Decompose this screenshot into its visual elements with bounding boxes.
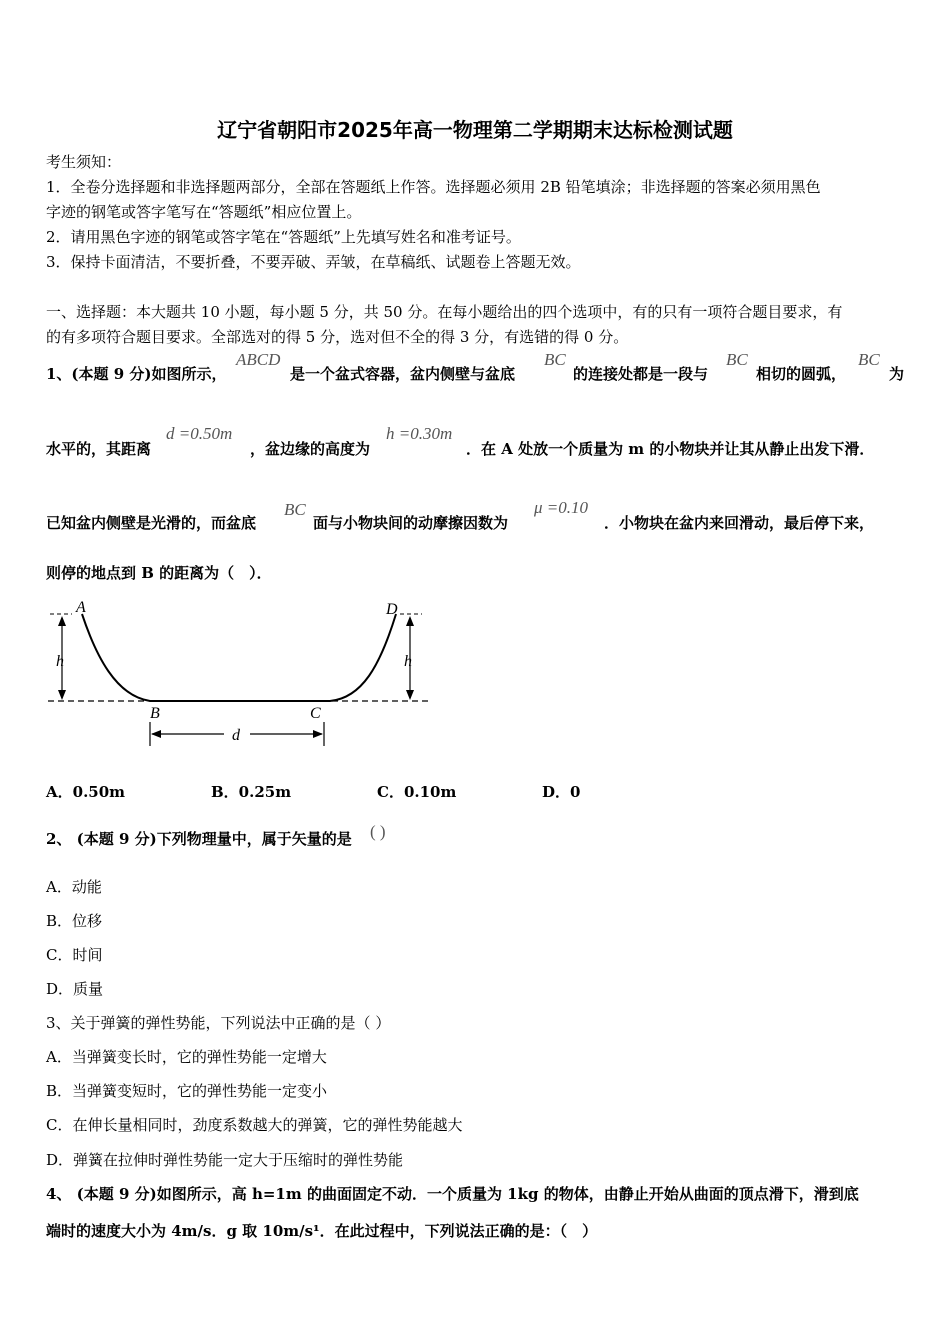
label-b: B: [150, 705, 160, 722]
q1-text-2: 是一个盆式容器，盆内侧壁与盆底: [290, 365, 516, 383]
q1-option-c[interactable]: C．0.10m: [377, 783, 457, 801]
q1-math-d: d =0.50m: [166, 424, 233, 443]
q1-option-d[interactable]: D．0: [542, 783, 581, 801]
q1-text-7: ，盆边缘的高度为: [250, 440, 371, 458]
notice-line-2: 2．请用黑色字迹的钢笔或答字笔在“答题纸”上先填写姓名和准考证号。: [46, 228, 521, 246]
notice-line-3: 3．保持卡面清洁，不要折叠，不要弄破、弄皱，在草稿纸、试题卷上答题无效。: [46, 253, 581, 271]
q1-math-bc-4: BC: [284, 500, 306, 519]
q1-math-bc-2: BC: [726, 350, 748, 369]
q1-text-11: ．小物块在盆内来回滑动，最后停下来，: [604, 514, 875, 532]
d-arrowhead-left: [151, 730, 161, 738]
label-d-distance: d: [232, 727, 240, 744]
label-d: D: [386, 601, 398, 618]
q4-line-1: 4、 (本题 9 分)如图所示，高 h=1m 的曲面固定不动．一个质量为 1kg 的物体，由静止开始从曲面的顶点滑下，滑到底: [46, 1185, 859, 1203]
section-intro-line-1: 一、选择题：本大题共 10 小题，每小题 5 分，共 50 分。在每小题给出的四个选项中，有的只有一项符合题目要求，有: [46, 303, 843, 321]
q1-math-bc-1: BC: [544, 350, 566, 369]
label-a: A: [76, 599, 86, 616]
notice-line-1a: 1．全卷分选择题和非选择题两部分，全部在答题纸上作答。选择题必须用 2B 铅笔填涂；非选择题的答案必须用黑色: [46, 178, 821, 196]
q3-option-a[interactable]: A．当弹簧变长时，它的弹性势能一定增大: [46, 1048, 327, 1066]
q2-option-a[interactable]: A．动能: [46, 878, 102, 896]
label-c: C: [310, 705, 321, 722]
q1-text-10: 面与小物块间的动摩擦因数为: [313, 514, 509, 532]
q1-math-h: h =0.30m: [386, 424, 453, 443]
q1-text-12: 则停的地点到 B 的距离为（ ）．: [46, 564, 272, 582]
q2-paren: ( ): [370, 822, 386, 841]
q3-option-b[interactable]: B．当弹簧变短时，它的弹性势能一定变小: [46, 1082, 328, 1100]
q3-option-d[interactable]: D．弹簧在拉伸时弹性势能一定大于压缩时的弹性势能: [46, 1151, 404, 1169]
q1-text-3: 的连接处都是一段与: [573, 365, 709, 383]
basin-curve: [82, 614, 396, 701]
basin-figure: [44, 596, 436, 756]
q1-text-6: 水平的，其距离: [46, 440, 152, 458]
page-title: 辽宁省朝阳市2025年高一物理第二学期期末达标检测试题: [217, 118, 733, 142]
label-h-left: h: [56, 653, 64, 670]
label-h-right: h: [404, 653, 412, 670]
q1-math-bc-3: BC: [858, 350, 880, 369]
q1-text-5: 为: [889, 365, 905, 383]
q2-stem: 2、 (本题 9 分)下列物理量中，属于矢量的是: [46, 830, 352, 848]
q1-option-b[interactable]: B．0.25m: [211, 783, 292, 801]
d-arrowhead-right: [313, 730, 323, 738]
q1-option-a[interactable]: A．0.50m: [46, 783, 126, 801]
h-right-arrowhead-bottom: [406, 690, 414, 700]
q1-math-abcd: ABCD: [236, 350, 281, 369]
q2-option-c[interactable]: C．时间: [46, 946, 103, 964]
q4-line-2: 端时的速度大小为 4m/s．g 取 10m/s¹．在此过程中，下列说法正确的是：（ ）: [46, 1222, 598, 1240]
h-left-arrowhead-bottom: [58, 690, 66, 700]
notice-line-1b: 字迹的钢笔或答字笔写在“答题纸”相应位置上。: [46, 203, 362, 221]
q3-option-c[interactable]: C．在伸长量相同时，劲度系数越大的弹簧，它的弹性势能越大: [46, 1116, 463, 1134]
h-left-arrowhead-top: [58, 616, 66, 626]
q1-text-9: 已知盆内侧壁是光滑的，而盆底: [46, 514, 257, 532]
notice-heading: 考生须知：: [46, 153, 122, 171]
h-right-arrowhead-top: [406, 616, 414, 626]
section-intro-line-2: 的有多项符合题目要求。全部选对的得 5 分，选对但不全的得 3 分，有选错的得 0 分。: [46, 328, 629, 346]
q1-math-mu: μ =0.10: [534, 498, 589, 517]
q1-text-4: 相切的圆弧，: [756, 365, 847, 383]
q2-option-b[interactable]: B．位移: [46, 912, 103, 930]
q1-text-1: 1、(本题 9 分)如图所示，: [46, 365, 227, 383]
q3-stem: 3、关于弹簧的弹性势能，下列说法中正确的是（ ）: [46, 1014, 391, 1032]
q1-text-8: ．在 A 处放一个质量为 m 的小物块并让其从静止出发下滑．: [466, 440, 875, 458]
q2-option-d[interactable]: D．质量: [46, 980, 104, 998]
